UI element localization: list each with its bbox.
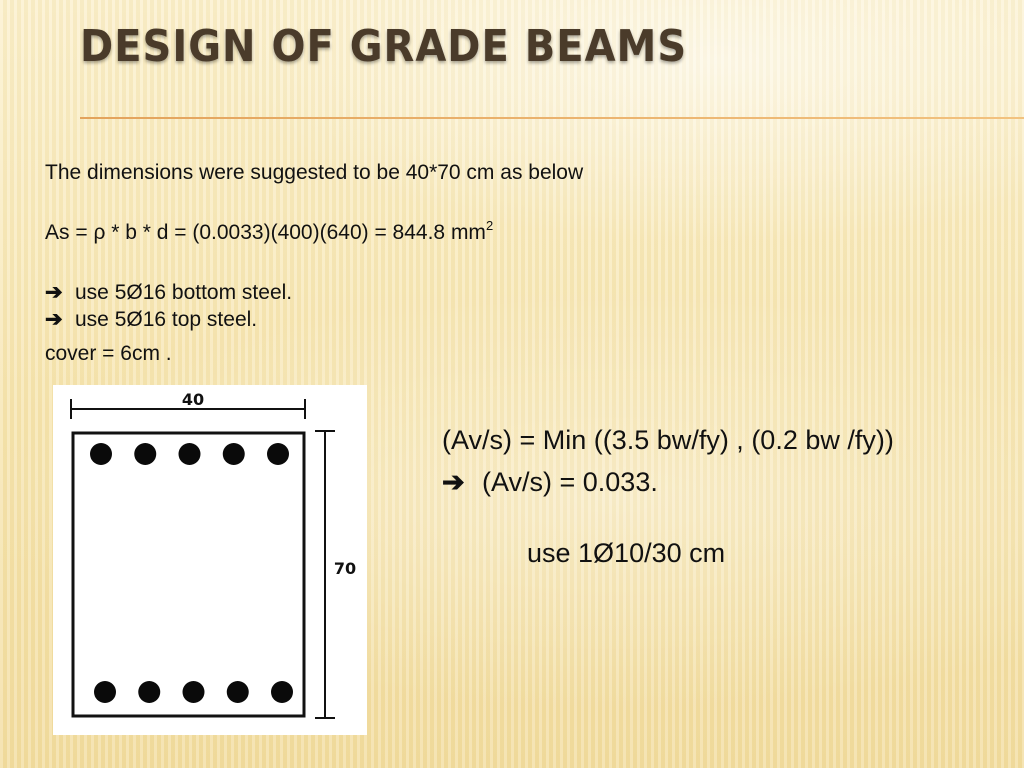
shear-result-text: (Av/s) = 0.033. <box>482 467 658 497</box>
dimensions-text: The dimensions were suggested to be 40*70 cm as below <box>45 161 584 184</box>
as-formula <box>45 218 493 245</box>
top-rebar <box>267 443 289 465</box>
rebar-group <box>90 443 293 703</box>
top-rebar <box>134 443 156 465</box>
beam-section-drawing <box>53 385 367 735</box>
bottom-rebar <box>183 681 205 703</box>
title-underline <box>80 117 1024 119</box>
as-exponent: 2 <box>485 218 494 233</box>
bottom-steel-text: use 5Ø16 bottom steel. <box>75 281 293 304</box>
top-rebar <box>90 443 112 465</box>
as-formula-text: As = ρ * b * d = (0.0033)(400)(640) = 844.8 mm <box>45 221 486 244</box>
cover-text: cover = 6cm . <box>45 342 172 365</box>
height-label: 70 <box>333 559 357 578</box>
bottom-rebar <box>271 681 293 703</box>
bottom-rebar <box>94 681 116 703</box>
bottom-steel-line <box>45 280 292 305</box>
shear-formula: (Av/s) = Min ((3.5 bw/fy) , (0.2 bw /fy)) <box>442 425 894 455</box>
beam-section-figure <box>53 385 367 735</box>
width-label: 40 <box>181 390 205 409</box>
arrow-right-icon: ➔ <box>442 467 465 497</box>
bottom-rebar <box>138 681 160 703</box>
shear-result-line <box>442 467 658 498</box>
arrow-right-icon: ➔ <box>45 308 63 331</box>
stirrup-text: use 1Ø10/30 cm <box>527 538 726 568</box>
bottom-rebar <box>227 681 249 703</box>
top-steel-line <box>45 307 257 332</box>
top-rebar <box>179 443 201 465</box>
beam-section-outline <box>73 433 304 716</box>
top-steel-text: use 5Ø16 top steel. <box>75 308 258 331</box>
top-rebar <box>223 443 245 465</box>
slide-title: DESIGN OF GRADE BEAMS <box>80 22 688 72</box>
arrow-right-icon: ➔ <box>45 281 63 304</box>
